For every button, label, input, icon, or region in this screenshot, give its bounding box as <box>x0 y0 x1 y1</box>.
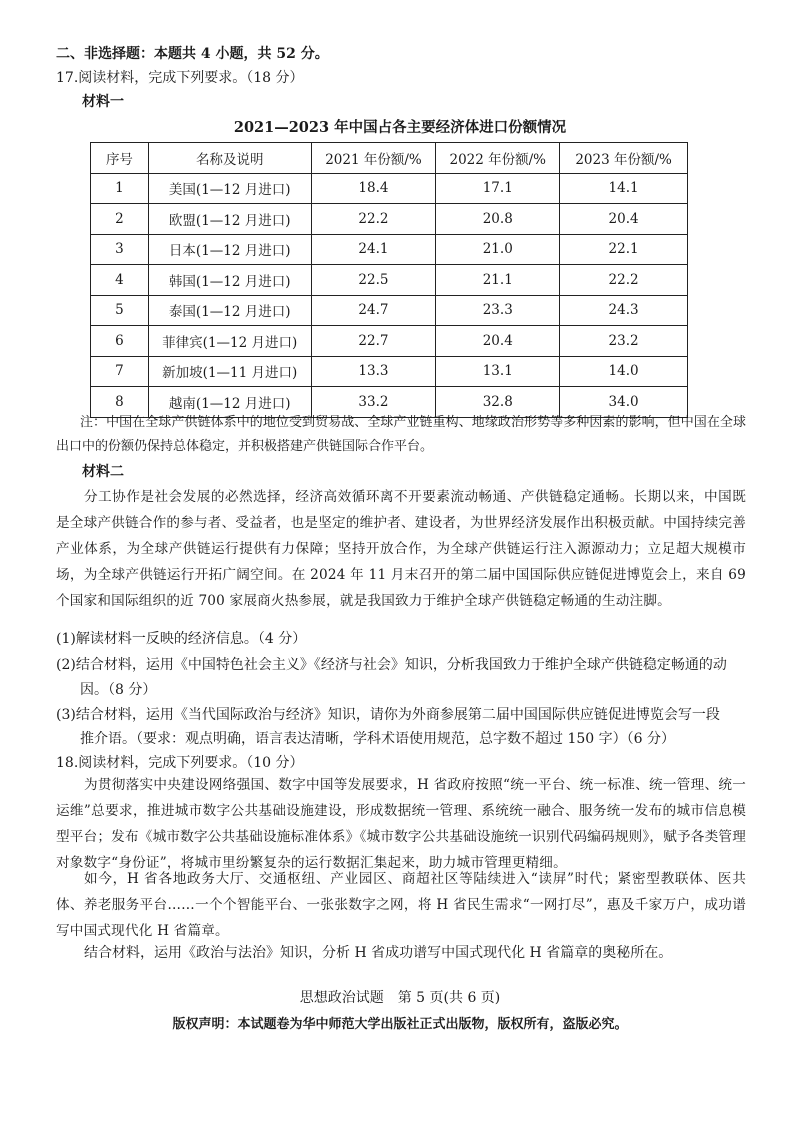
table-cell: 22.2 <box>560 265 688 296</box>
q17-sub3-line1: (3)结合材料，运用《当代国际政治与经济》知识，请你为外商参展第二届中国国际供应链促进博览会写一段 <box>56 707 720 723</box>
table-cell: 13.1 <box>436 356 560 387</box>
table-cell: 1 <box>91 173 149 204</box>
table-cell: 23.2 <box>560 326 688 357</box>
page-footer: 思想政治试题 第 5 页(共 6 页) <box>299 990 501 1006</box>
table-note: 注：中国在全球产供链体系中的地位受到贸易战、全球产业链重构、地缘政治形势等多种因素的影响，但中国在全球出口中的份额仍保持总体稳定，并积极搭建产供链国际合作平台。 <box>56 415 746 454</box>
table-cell: 欧盟(1—12 月进口) <box>148 204 311 235</box>
q17-sub1: (1)解读材料一反映的经济信息。（4 分） <box>56 631 307 647</box>
material2-text: 分工协作是社会发展的必然选择，经济高效循环离不开要素流动畅通、产供链稳定通畅。长期以来，中国既是全球产供链合作的参与者、受益者，也是坚定的维护者、建设者，为世界经济发展作出积极贡献。中国持续完善产业体系，为全球产供链运行提供有力保障；坚持开放合作，为全球产供链运行注入源源动力；立足超大规模市场，为全球产供链运行开拓广阔空间。在 2024 年 11 月末召开的第二届中国国际供应链促进博览会上，来自 69 个国家和国际组织的近 700 家展商火热参展，就是我国致力于维护全球产供链稳定畅通的生动注脚。 <box>56 489 746 609</box>
table-cell: 14.1 <box>560 173 688 204</box>
table-cell: 美国(1—12 月进口) <box>148 173 311 204</box>
table-cell: 日本(1—12 月进口) <box>148 234 311 265</box>
table-cell: 34.0 <box>560 387 688 418</box>
q18-paragraph-1: 为贯彻落实中央建设网络强国、数字中国等发展要求，H 省政府按照“统一平台、统一标准、统一管理、统一运维”总要求，推进城市数字公共基础设施建设，形成数据统一管理、系统统一融合、服务统一发布的城市信息模型平台；发布《城市数字公共基础设施标准体系》《城市数字公共基础设施统一识别代码编码规则》，赋予各类管理对象数字“身份证”，将城市里纷繁复杂的运行数据汇集起来，助力城市管理更精细。 <box>56 777 746 871</box>
q17-sub2-line1: (2)结合材料，运用《中国特色社会主义》《经济与社会》知识，分析我国致力于维护全球产供链稳定畅通的动 <box>56 657 727 673</box>
q17-sub3-line2: 推介语。（要求：观点明确，语言表达清晰，学科术语使用规范，总字数不超过 150 字）（6 分） <box>80 731 675 747</box>
table-cell: 韩国(1—12 月进口) <box>148 265 311 296</box>
table-header-cell: 2021 年份额/% <box>311 143 436 174</box>
table-cell: 3 <box>91 234 149 265</box>
table-cell: 22.2 <box>311 204 436 235</box>
table-header-cell: 2022 年份额/% <box>436 143 560 174</box>
table-cell: 菲律宾(1—12 月进口) <box>148 326 311 357</box>
table-cell: 32.8 <box>436 387 560 418</box>
table-cell: 20.8 <box>436 204 560 235</box>
table-cell: 泰国(1—12 月进口) <box>148 295 311 326</box>
table-row <box>91 234 688 265</box>
table-cell: 7 <box>91 356 149 387</box>
table-cell: 越南(1—12 月进口) <box>148 387 311 418</box>
table-cell: 5 <box>91 295 149 326</box>
table-cell: 4 <box>91 265 149 296</box>
table-row <box>91 295 688 326</box>
table-row <box>91 265 688 296</box>
q18-prompt: 18.阅读材料，完成下列要求。（10 分） <box>56 755 304 771</box>
table-cell: 20.4 <box>436 326 560 357</box>
table-cell: 8 <box>91 387 149 418</box>
material1-label: 材料一 <box>82 94 124 110</box>
table-row <box>91 173 688 204</box>
table-header-row <box>91 143 688 174</box>
q18-question: 结合材料，运用《政治与法治》知识，分析 H 省成功谱写中国式现代化 H 省篇章的奥秘所在。 <box>84 945 673 961</box>
table-cell: 23.3 <box>436 295 560 326</box>
import-share-table <box>90 142 688 418</box>
table-cell: 6 <box>91 326 149 357</box>
table-cell: 33.2 <box>311 387 436 418</box>
table-cell: 21.0 <box>436 234 560 265</box>
table-cell: 24.3 <box>560 295 688 326</box>
table-title: 2021—2023 年中国占各主要经济体进口份额情况 <box>233 119 567 136</box>
table-cell: 24.7 <box>311 295 436 326</box>
table-cell: 18.4 <box>311 173 436 204</box>
table-cell: 20.4 <box>560 204 688 235</box>
table-row <box>91 356 688 387</box>
table-header-cell: 2023 年份额/% <box>560 143 688 174</box>
copyright-notice: 版权声明：本试题卷为华中师范大学出版社正式出版物，版权所有，盗版必究。 <box>172 1017 628 1032</box>
table-cell: 24.1 <box>311 234 436 265</box>
table-header-cell: 名称及说明 <box>148 143 311 174</box>
q18-paragraph-2: 如今，H 省各地政务大厅、交通枢纽、产业园区、商超社区等陆续进入“读屏”时代；紧密型教联体、医共体、养老服务平台……一个个智能平台、一张张数字之网，将 H 省民生需求“一网打尽”，惠及千家万户，成功谱写中国式现代化 H 省篇章。 <box>56 871 746 939</box>
q17-sub2-line2: 因。（8 分） <box>80 682 157 698</box>
table-cell: 2 <box>91 204 149 235</box>
table-cell: 22.7 <box>311 326 436 357</box>
q17-prompt: 17.阅读材料，完成下列要求。（18 分） <box>56 70 304 86</box>
table-cell: 17.1 <box>436 173 560 204</box>
table-cell: 22.5 <box>311 265 436 296</box>
table-cell: 22.1 <box>560 234 688 265</box>
table-cell: 21.1 <box>436 265 560 296</box>
material2-label: 材料二 <box>82 464 124 480</box>
table-cell: 新加坡(1—11 月进口) <box>148 356 311 387</box>
table-row <box>91 326 688 357</box>
section-heading: 二、非选择题：本题共 4 小题，共 52 分。 <box>56 46 329 62</box>
table-row <box>91 204 688 235</box>
table-header-cell: 序号 <box>91 143 149 174</box>
table-cell: 13.3 <box>311 356 436 387</box>
table-cell: 14.0 <box>560 356 688 387</box>
